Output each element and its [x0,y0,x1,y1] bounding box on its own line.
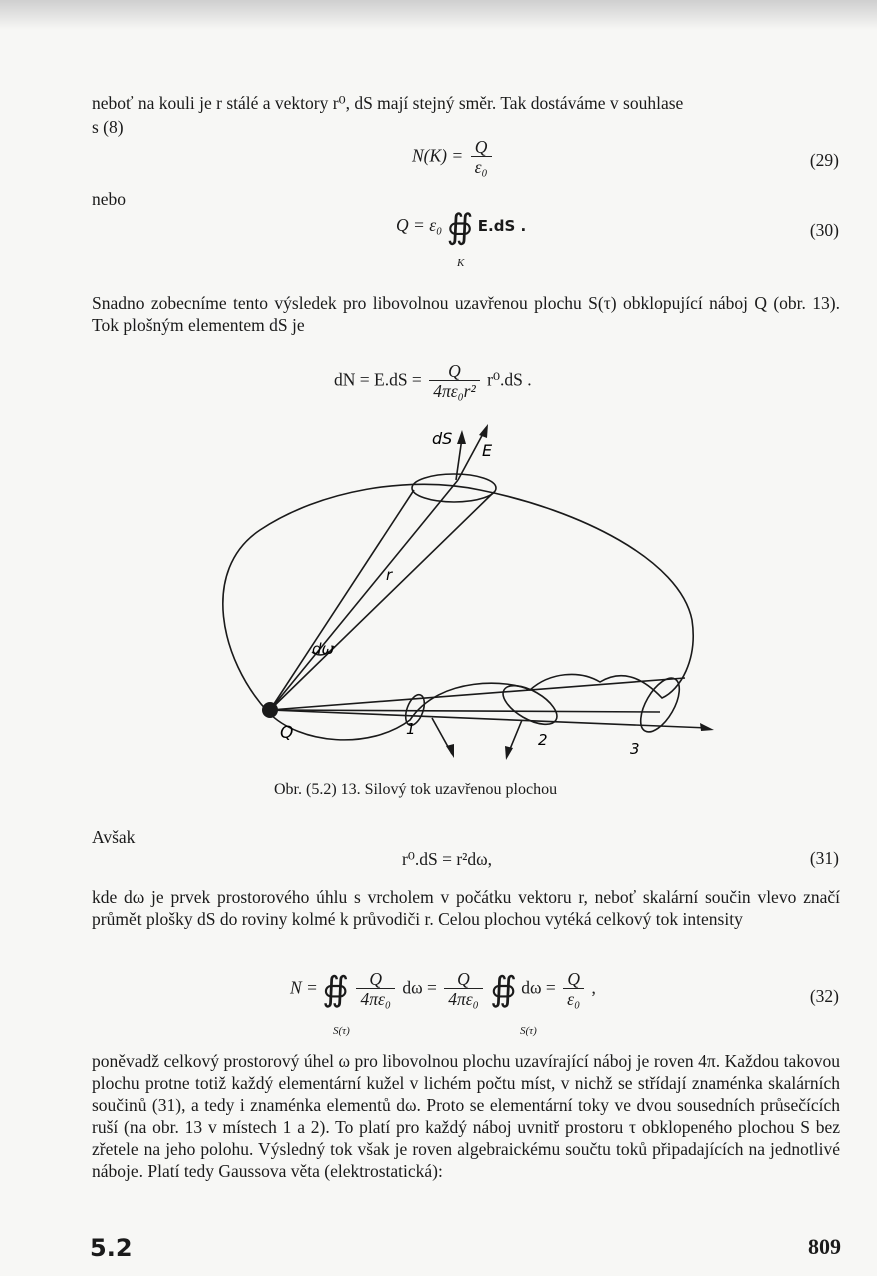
equation-32 [290,970,596,1009]
charge-q-dot [262,702,278,718]
surface-element-ds [412,474,496,502]
figure-flux-diagram [200,420,730,770]
eq32-mid: dω = [402,977,437,998]
page-top-shadow [0,0,877,30]
arrow-head-e [479,424,488,438]
eq32-fraction-1 [356,970,395,1009]
surface-integral-symbol-1: ∯ [322,969,350,1010]
text-avsak: Avšak [92,827,136,847]
eq32-num3: Q [567,969,580,989]
paragraph-3: poněvadž celkový prostorový úhel ω pro libovolnou plochu uzavírající náboj je roven 4π. Každou takovou plochu protne totiž každý elementární kužel v lichém počtu míst, v nichž se střídají znaménka skalárních součinů (31), a tedy i znaménka elementů dω. Proto se elementární toky ve dvou sousedních průsečících ruší (na obr. 13 v místech 1 a 2). To platí pro každý náboj uvnitř prostoru τ obklopeného plochou S bez zřetele na jeho polohu. Výsledný tok však je roven algebraickému součtu toků připadajících na jednotlivé náboje. Platí tedy Gaussova věta (elektrostatická): [92,1051,840,1181]
label-r: r [386,566,393,584]
label-domega: dω [312,640,335,658]
equation-number-29: (29) [809,150,839,170]
eqdN-num: Q [448,361,461,381]
eq32-num2: Q [457,969,470,989]
label-q: Q [280,723,294,743]
equation-number-31: (31) [809,848,839,868]
eq32-num1: Q [369,969,382,989]
eq32-fraction-3 [563,970,584,1009]
equation-31: r⁰.dS = r²dω, [402,849,493,869]
surface-integral-symbol-2: ∯ [490,969,517,1010]
text-line-2: s (8) [92,117,124,137]
arrow-head-ds [457,430,466,444]
eq30-subscript: K [457,257,465,269]
eq32-lhs: N = [290,977,318,998]
eq32-den1: 4πε₀ [356,988,395,1009]
arrow-head-2 [505,746,513,760]
label-2: 2 [538,731,548,749]
intersection-2 [497,678,563,732]
paragraph-2: kde dω je prvek prostorového úhlu s vrcholem v počátku vektoru r, neboť skalární součin vlevo značí průmět plošky dS do roviny kolmé k průvodiči r. Celou plochou vytéká celkový tok intensity [92,887,840,929]
label-ds: dS [432,429,453,448]
eq32-subscript-1: S(τ) [333,1025,350,1037]
page-number: 809 [808,1234,841,1259]
cone-line-left [270,490,414,710]
text-nebo: nebo [92,189,127,209]
eq29-fraction [471,138,492,177]
arrow-head-ray [700,723,714,731]
eq32-mid2: dω = [521,977,556,998]
eq32-subscript-2: S(τ) [520,1025,537,1037]
radius-vector-r [270,480,458,710]
eq29-num: Q [474,137,488,157]
cone-line-right [270,492,494,710]
eq32-tail: , [591,977,596,998]
equation-number-32: (32) [809,986,839,1006]
label-1: 1 [406,720,416,738]
eqdN-fraction [429,362,480,401]
equation-29 [412,138,495,177]
closed-surface-outline [223,484,693,740]
eq32-den3: ε₀ [563,988,584,1009]
eq30-lhs: Q = ε₀ [396,215,443,236]
arrow-head-1 [446,744,454,758]
label-3: 3 [630,740,640,758]
eqdN-lhs: dN = E.dS = [334,369,422,390]
text-line-1: neboť na kouli je r stálé a vektory r⁰, dS mají stejný směr. Tak dostáváme v souhlase [92,93,684,113]
eqdN-den: 4πε₀r² [429,380,480,401]
equation-number-30: (30) [809,220,839,240]
eq29-den: ε₀ [471,156,492,177]
paragraph-1: Snadno zobecníme tento výsledek pro libovolnou uzavřenou plochu S(τ) obklopující náboj Q (obr. 13). Tok plošným elementem dS je [92,293,840,335]
ray-upper [270,678,685,710]
figure-caption: Obr. (5.2) 13. Silový tok uzavřenou plochou [274,781,558,798]
surface-integral-symbol: ∯ [446,207,474,247]
label-e: E [482,441,493,460]
equation-30 [396,207,527,247]
section-number: 5.2 [90,1234,133,1262]
eq32-fraction-2 [444,970,483,1009]
eq32-den2: 4πε₀ [444,988,483,1009]
eqdN-rhs: r⁰.dS . [487,369,532,390]
eq30-integrand: E.dS . [477,217,527,236]
equation-dN [334,362,532,401]
eq29-lhs: N(K) = [412,145,464,166]
